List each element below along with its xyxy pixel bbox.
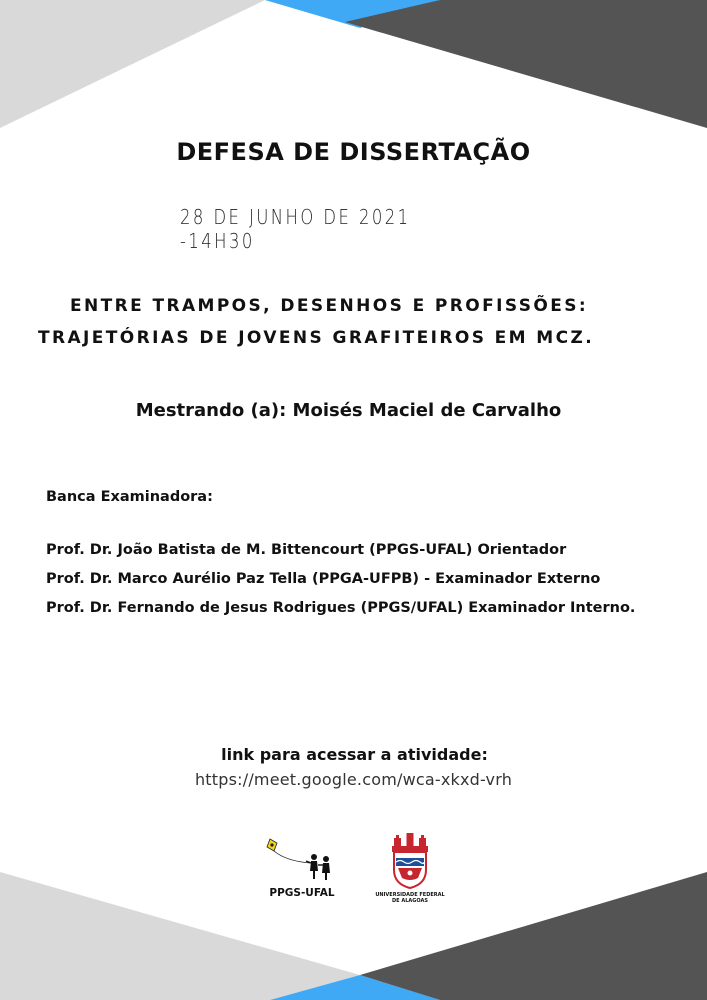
page-title: DEFESA DE DISSERTAÇÃO [176,138,531,166]
event-date: 28 DE JUNHO DE 2021 -14H30 [180,205,411,253]
board-heading: Banca Examinadora: [46,489,213,505]
kite-children-icon [262,835,342,885]
student-name-text: Mestrando (a): Moisés Maciel de Carvalho [135,400,562,421]
thesis-title-line-1: ENTRE TRAMPOS, DESENHOS E PROFISSÕES: [70,296,589,316]
board-member: Prof. Dr. João Batista de M. Bittencourt (PPGS-UFAL) Orientador [46,542,567,558]
student-name [0,400,707,421]
board-member: Prof. Dr. Fernando de Jesus Rodrigues (PPGS/UFAL) Examinador Interno. [46,600,636,616]
ppgs-ufal-logo [262,835,352,905]
meeting-link-block [0,745,707,789]
ufal-logo-text-line-2: DE ALAGOAS [392,898,428,904]
ufal-logo-text-line-1: UNIVERSIDADE FEDERAL [375,892,445,898]
examination-board [46,483,666,623]
ufal-logo [370,832,450,912]
ufal-logo-text [370,892,450,904]
meeting-link-label: link para acessar a atividade: [221,745,488,764]
ufal-crest-icon [370,832,450,890]
thesis-title-line-2: TRAJETÓRIAS DE JOVENS GRAFITEIROS EM MCZ. [38,328,595,348]
ppgs-logo-text: PPGS-UFAL [269,887,335,899]
meeting-link-url[interactable]: https://meet.google.com/wca-xkxd-vrh [194,770,513,789]
board-member: Prof. Dr. Marco Aurélio Paz Tella (PPGA-UFPB) - Examinador Externo [46,571,601,587]
